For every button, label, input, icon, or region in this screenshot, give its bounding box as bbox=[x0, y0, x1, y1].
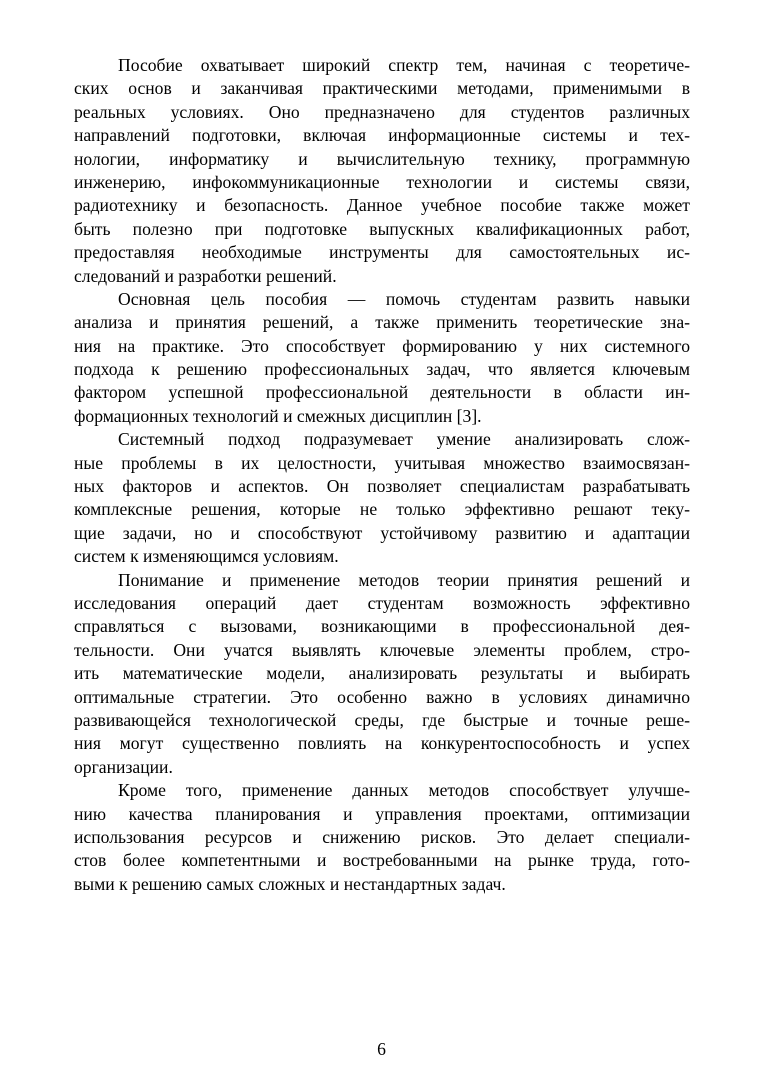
text-line: выми к решению самых сложных и нестандартных задач. bbox=[74, 873, 506, 894]
text-line: справляться с вызовами, возникающими в профессиональной дея- bbox=[74, 616, 690, 637]
text-line: исследования операций дает студентам возможность эффективно bbox=[74, 592, 690, 613]
text-line: Пособие охватывает широкий спектр тем, начиная с теоретиче- bbox=[118, 55, 690, 75]
text-line: Основная цель пособия — помочь студентам развить навыки bbox=[118, 288, 690, 309]
text-line: фактором успешной профессиональной деятельности в области ин- bbox=[74, 382, 690, 403]
text-line: тельности. Они учатся выявлять ключевые элементы проблем, стро- bbox=[74, 639, 690, 660]
paragraph-3 bbox=[74, 428, 690, 568]
text-line: направлений подготовки, включая информационные системы и тех- bbox=[74, 125, 690, 146]
paragraph-2 bbox=[74, 288, 690, 428]
text-line: предоставляя необходимые инструменты для самостоятельных ис- bbox=[74, 242, 690, 263]
text-line: анализа и принятия решений, а также применить теоретические зна- bbox=[74, 312, 690, 333]
text-line: развивающейся технологической среды, где быстрые и точные реше- bbox=[74, 709, 690, 730]
text-line: Понимание и применение методов теории принятия решений и bbox=[118, 569, 690, 590]
text-line: организации. bbox=[74, 756, 173, 777]
text-line: ить математические модели, анализировать результаты и выбирать bbox=[74, 663, 690, 684]
text-line: подхода к решению профессиональных задач, что является ключевым bbox=[74, 359, 690, 380]
text-line: ных факторов и аспектов. Он позволяет специалистам разрабатывать bbox=[74, 476, 690, 497]
text-line: использования ресурсов и снижению рисков. Это делает специали- bbox=[74, 826, 690, 847]
text-line: стов более компетентными и востребованными на рынке труда, гото- bbox=[74, 850, 690, 871]
paragraph-4 bbox=[74, 569, 690, 780]
text-line: Системный подход подразумевает умение анализировать слож- bbox=[118, 429, 690, 450]
text-line: быть полезно при подготовке выпускных квалификационных работ, bbox=[74, 218, 690, 239]
paragraph-1 bbox=[74, 54, 690, 288]
text-line: формационных технологий и смежных дисциплин [3]. bbox=[74, 405, 482, 426]
text-line: Кроме того, применение данных методов способствует улучше- bbox=[118, 780, 690, 801]
text-line: нию качества планирования и управления проектами, оптимизации bbox=[74, 803, 690, 824]
text-line: реальных условиях. Оно предназначено для студентов различных bbox=[74, 101, 690, 122]
text-line: инженерию, инфокоммуникационные технологии и системы связи, bbox=[74, 171, 690, 192]
text-line: систем к изменяющимся условиям. bbox=[74, 546, 339, 567]
text-line: оптимальные стратегии. Это особенно важно в условиях динамично bbox=[74, 686, 690, 707]
paragraph-5 bbox=[74, 779, 690, 896]
text-line: ния на практике. Это способствует формированию у них системного bbox=[74, 335, 690, 356]
text-line: ских основ и заканчивая практическими методами, применимыми в bbox=[74, 78, 690, 99]
text-line: ния могут существенно повлиять на конкурентоспособность и успех bbox=[74, 733, 690, 754]
text-line: щие задачи, но и способствуют устойчивому развитию и адаптации bbox=[74, 522, 690, 543]
text-line: следований и разработки решений. bbox=[74, 265, 337, 286]
text-line: нологии, информатику и вычислительную технику, программную bbox=[74, 148, 690, 169]
text-line: ные проблемы в их целостности, учитывая множество взаимосвязан- bbox=[74, 452, 690, 473]
text-line: комплексные решения, которые не только эффективно решают теку- bbox=[74, 499, 690, 520]
page-number: 6 bbox=[377, 1039, 386, 1059]
text-line: радиотехнику и безопасность. Данное учебное пособие также может bbox=[74, 195, 690, 216]
page-body bbox=[74, 54, 690, 896]
